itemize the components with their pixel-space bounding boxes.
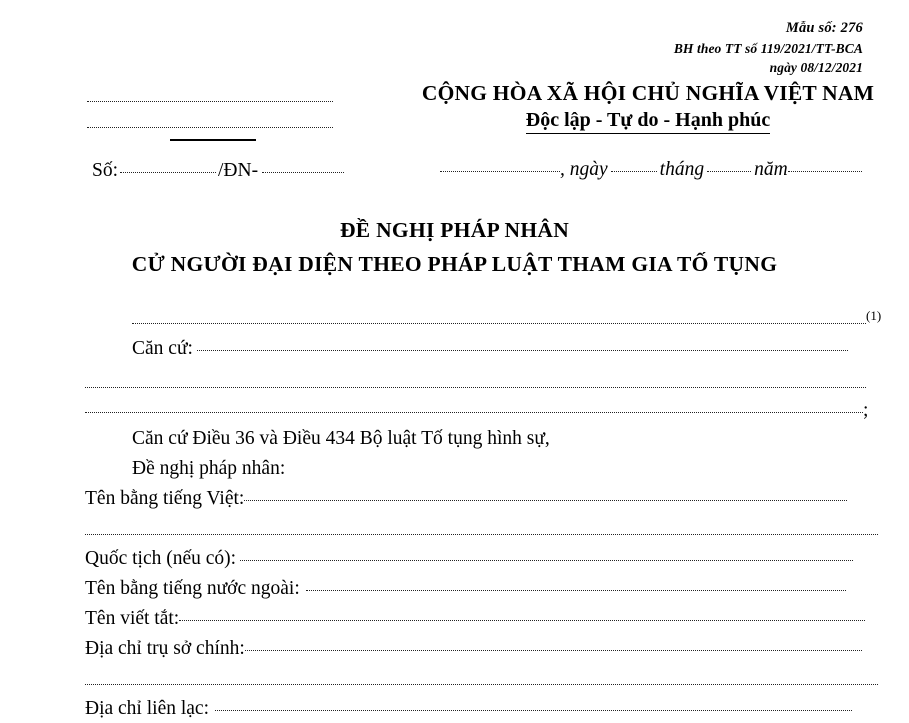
- basis-semicolon: ;: [863, 400, 869, 421]
- field-blank-ten-tieng-viet[interactable]: [244, 500, 847, 501]
- country-name: CỘNG HÒA XÃ HỘI CHỦ NGHĨA VIỆT NAM: [421, 81, 875, 105]
- legal-basis-row: [0, 428, 909, 450]
- issuing-authority-blank-line-1[interactable]: [87, 101, 333, 102]
- reference-separator: /ĐN-: [218, 160, 259, 181]
- field-label-quoc-tich: Quốc tịch (nếu có):: [85, 548, 237, 569]
- basis-row-1: [0, 338, 909, 360]
- form-issued-under: BH theo TT số 119/2021/TT-BCA: [673, 40, 863, 56]
- field-blank-dia-chi-tru-so-2[interactable]: [85, 684, 878, 685]
- subject-blank-row: [0, 308, 909, 333]
- request-intro-row: [0, 458, 909, 480]
- field-continuation-ten-tieng-viet: [0, 522, 909, 544]
- reference-suffix-blank[interactable]: [262, 172, 344, 173]
- field-label-ten-tieng-viet: Tên bằng tiếng Việt:: [85, 488, 245, 509]
- basis-blank-3[interactable]: [85, 412, 863, 413]
- year-blank[interactable]: [788, 171, 862, 172]
- reference-number-line: [92, 160, 344, 182]
- reference-number-label: Số:: [92, 160, 119, 181]
- basis-row-2: [0, 375, 909, 397]
- footnote-marker: (1): [866, 308, 882, 323]
- basis-row-3: [0, 400, 909, 422]
- date-nam-label: năm: [754, 159, 788, 180]
- request-intro-text: Đề nghị pháp nhân:: [132, 458, 286, 479]
- basis-blank-1[interactable]: [197, 350, 848, 351]
- title-line-2: CỬ NGƯỜI ĐẠI DIỆN THEO PHÁP LUẬT THAM GIA TỐ TỤNG: [131, 252, 778, 276]
- form-meta-block: [674, 18, 863, 77]
- date-thang-label: tháng: [659, 159, 705, 180]
- field-row-ten-tieng-viet: [0, 488, 909, 510]
- title-line-1: ĐỀ NGHỊ PHÁP NHÂN: [339, 218, 570, 242]
- national-heading: [398, 81, 898, 134]
- place-blank[interactable]: [440, 171, 560, 172]
- issuing-authority-blank-line-2[interactable]: [87, 127, 333, 128]
- national-motto: Độc lập - Tự do - Hạnh phúc: [526, 109, 770, 134]
- field-blank-dia-chi-lien-lac[interactable]: [215, 710, 852, 711]
- field-row-ten-viet-tat: [0, 608, 909, 630]
- field-blank-dia-chi-tru-so[interactable]: [245, 650, 862, 651]
- field-row-dia-chi-tru-so: [0, 638, 909, 660]
- field-row-dia-chi-lien-lac: [0, 698, 909, 720]
- field-blank-ten-nuoc-ngoai[interactable]: [306, 590, 846, 591]
- date-ngay-label: , ngày: [560, 159, 608, 180]
- basis-blank-2[interactable]: [85, 387, 866, 388]
- legal-basis-text: Căn cứ Điều 36 và Điều 434 Bộ luật Tố tụng hình sự,: [132, 428, 550, 449]
- field-label-dia-chi-tru-so: Địa chỉ trụ sở chính:: [85, 638, 245, 659]
- document-title: [0, 218, 909, 277]
- month-blank[interactable]: [707, 171, 751, 172]
- form-issued-date: ngày 08/12/2021: [769, 59, 863, 75]
- subject-blank[interactable]: [132, 323, 866, 324]
- basis-label: Căn cứ:: [132, 338, 193, 359]
- field-label-ten-nuoc-ngoai: Tên bằng tiếng nước ngoài:: [85, 578, 300, 599]
- issuing-authority-rule: [170, 139, 256, 141]
- place-date-line: [440, 159, 862, 181]
- field-blank-ten-viet-tat[interactable]: [179, 620, 865, 621]
- field-blank-quoc-tich[interactable]: [240, 560, 853, 561]
- day-blank[interactable]: [611, 171, 657, 172]
- field-row-quoc-tich: [0, 548, 909, 570]
- form-number: Mẫu số: 276: [785, 20, 863, 36]
- reference-number-blank[interactable]: [120, 172, 216, 173]
- field-label-dia-chi-lien-lac: Địa chỉ liên lạc:: [85, 698, 209, 719]
- field-row-ten-nuoc-ngoai: [0, 578, 909, 600]
- field-label-ten-viet-tat: Tên viết tắt:: [85, 608, 180, 629]
- field-blank-ten-tieng-viet-2[interactable]: [85, 534, 878, 535]
- field-continuation-dia-chi-tru-so: [0, 672, 909, 694]
